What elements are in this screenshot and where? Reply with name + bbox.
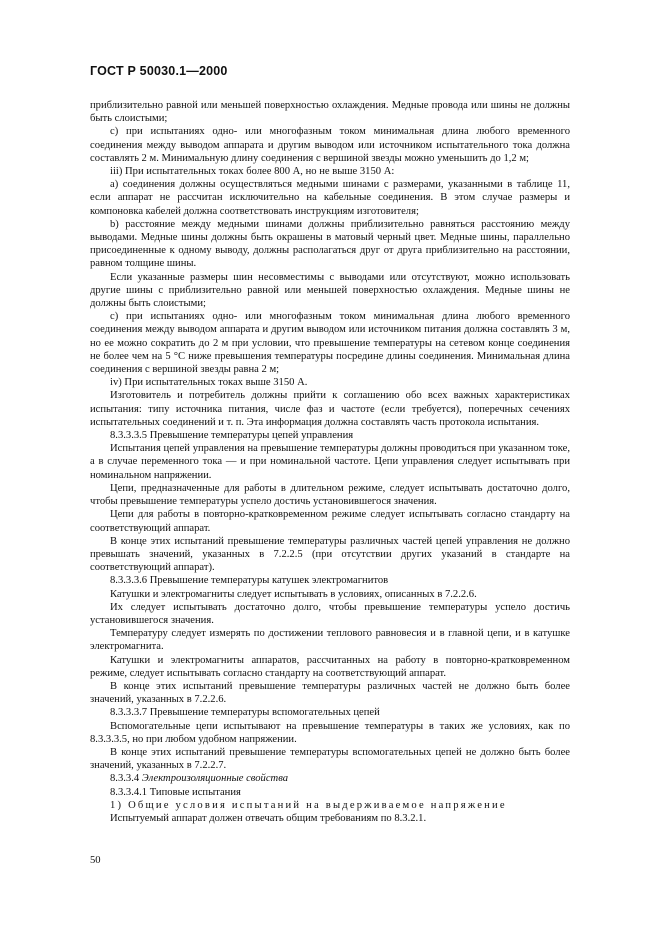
paragraph: Цепи для работы в повторно-кратковременном режиме следует испытывать согласно стандарту на соответствующий аппарат. [90, 509, 570, 534]
paragraph: c) при испытаниях одно- или многофазным током минимальная длина любого временного соединения между выводом аппарата и другим выводом или источником испытательного тока должна составлять 2 м. Минимальную длину соединения с вершиной звезды можно уменьшить до 1,2 м; [90, 126, 570, 164]
paragraph: 8.3.3.3.5 Превышение температуры цепей управления [110, 430, 354, 442]
document-body [90, 99, 570, 825]
paragraph: b) расстояние между медными шинами должны приблизительно равняться расстоянию между выводами. Медные шины должны быть окрашены в матовый черный цвет. Медные шины, параллельно присоединенные к одному выводу, должны располагаться друг от друга приблизительно на расстоянии, равном толщине шины. [90, 218, 570, 270]
paragraph: c) при испытаниях одно- или многофазным током минимальная длина любого временного соединения между выводом аппарата и другим выводом или источником питания должна составлять 3 м, но ее можно сократить до 2 м при условии, что превышение температуры на сетевом конце соединения не более чем на 5 °С ниже превышения температуры посредине длины соединения. Минимальная длина соединения с вершиной звезды равна 2 м; [90, 311, 570, 376]
paragraph: В конце этих испытаний превышение температуры вспомогательных цепей не должно быть более значений, указанных в 7.2.2.7. [90, 746, 570, 772]
paragraph: В конце этих испытаний превышение температуры различных частей не должно быть более значений, указанных в 7.2.2.6. [90, 680, 570, 706]
paragraph: Испытания цепей управления на превышение температуры должны проводиться при указанном токе, а в случае переменного тока — и при номинальной частоте. Цепи управления следует испытывать при номинальном напряжении. [90, 443, 570, 481]
paragraph: Испытуемый аппарат должен отвечать общим требованиям по 8.3.2.1. [110, 812, 427, 824]
section-number: 8.3.3.4 [110, 773, 140, 785]
paragraph: Вспомогательные цепи испытывают на превышение температуры в таких же условиях, как по 8.3.3.3.5, но при любом удобном напряжении. [90, 720, 570, 745]
paragraph: 8.3.3.3.6 Превышение температуры катушек электромагнитов [110, 575, 389, 587]
paragraph: 1) Общие условия испытаний на выдерживаемое напряжение [110, 799, 507, 811]
paragraph: Температуру следует измерять по достижении теплового равновесия и в главной цепи, и в катушке электромагнита. [90, 628, 570, 653]
paragraph: Изготовитель и потребитель должны прийти к соглашению обо всех важных характеристиках испытания: типу источника питания, числе фаз и частоте (если требуется), поперечных сечениях испытательных соединений и т. п. Эта информация должна составлять часть протокола испытания. [90, 390, 570, 428]
paragraph: приблизительно равной или меньшей поверхностью охлаждения. Медные провода или шины не должны быть слоистыми; [90, 100, 570, 125]
paragraph-list [90, 99, 570, 772]
paragraph: 8.3.3.4.1 Типовые испытания [110, 786, 241, 798]
section-title: Электроизоляционные свойства [141, 773, 289, 785]
paragraph: iii) При испытательных токах более 800 А, но не выше 3150 А: [110, 166, 395, 178]
paragraph: В конце этих испытаний превышение температуры различных частей цепей управления не должно превышать значений, указанных в 7.2.2.5 (при отсутствии других указаний в стандарте на соответствующий аппарат). [90, 535, 570, 574]
paragraph: 8.3.3.3.7 Превышение температуры вспомогательных цепей [110, 707, 380, 719]
paragraph: iv) При испытательных токах выше 3150 А. [110, 377, 308, 389]
paragraph: Их следует испытывать достаточно долго, чтобы превышение температуры успело достичь установившегося значения. [90, 601, 570, 626]
page-number: 50 [90, 855, 101, 866]
paragraph: Катушки и электромагниты аппаратов, рассчитанных на работу в повторно-кратковременном режиме, следует испытывать согласно стандарту на соответствующий аппарат. [90, 654, 570, 679]
paragraph: Если указанные размеры шин несовместимы с выводами или отсутствуют, можно использовать другие шины с приблизительно равной или меньшей поверхностью охлаждения. Медные шины не должны быть слоистыми; [90, 271, 570, 310]
paragraph: Катушки и электромагниты следует испытывать в условиях, описанных в 7.2.2.6. [110, 588, 477, 600]
section-heading [90, 772, 570, 785]
document-header: ГОСТ Р 50030.1—2000 [90, 64, 228, 78]
paragraph: Цепи, предназначенные для работы в длительном режиме, следует испытывать достаточно долго, чтобы превышение температуры успело достичь установившегося значения. [90, 482, 570, 508]
paragraph: a) соединения должны осуществляться медными шинами с размерами, указанными в таблице 11, если аппарат не рассчитан исключительно на кабельные соединения. В этом случае размеры и компоновка кабелей должна соответствовать инструкциям изготовителя; [90, 179, 570, 217]
paragraph-list-tail [90, 786, 570, 826]
